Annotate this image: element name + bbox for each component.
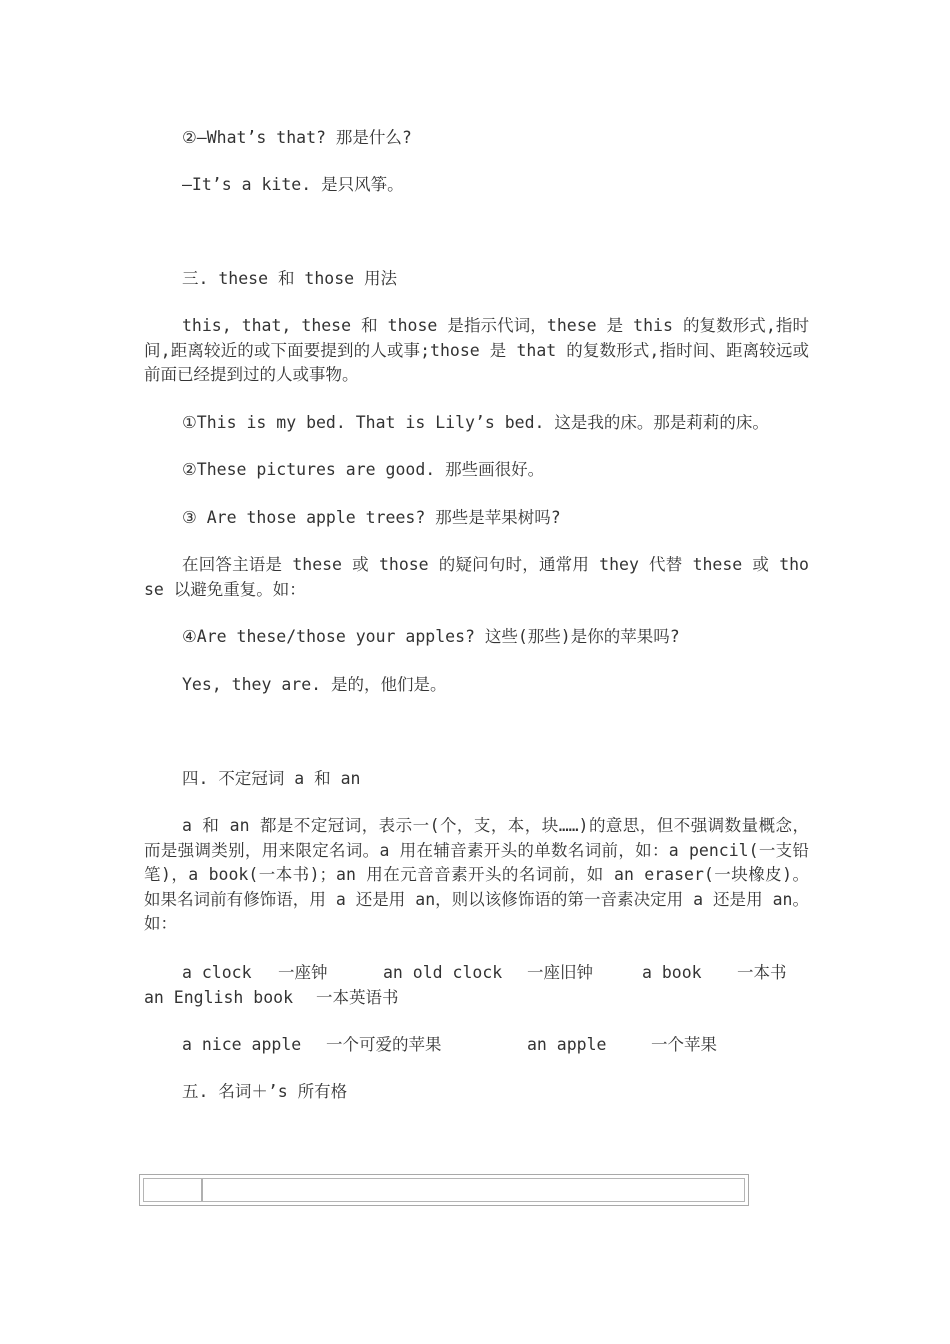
example-phrase: a nice apple xyxy=(182,1035,302,1054)
example-phrase: an English book xyxy=(144,988,294,1007)
section-5-heading: 五. 名词＋’s 所有格 xyxy=(182,1082,348,1101)
example-translation: 一座钟 xyxy=(278,963,328,982)
example-phrase: a book xyxy=(642,963,702,982)
example-its-a-kite: —It’s a kite. 是只风筝。 xyxy=(182,175,404,194)
example-phrase: an apple xyxy=(527,1035,607,1054)
section-3-paragraph: this, that, these 和 those 是指示代词，these 是 this 的复数形式,指时间,距离较近的或下面要提到的人或事;those 是 that 的复数形式,指时间、距离较远或前面已经提到过的人或事物。 xyxy=(144,316,809,384)
section-3-example-1: ①This is my bed. That is Lily’s bed. 这是我的床。那是莉莉的床。 xyxy=(182,413,769,432)
example-translation: 一个苹果 xyxy=(651,1035,717,1054)
example-whats-that: ②—What’s that? 那是什么? xyxy=(182,128,412,147)
section-3-paragraph-2: 在回答主语是 these 或 those 的疑问句时，通常用 they 代替 these 或 those 以避免重复。如： xyxy=(144,555,809,599)
section-3-example-2: ②These pictures are good. 那些画很好。 xyxy=(182,460,545,479)
example-translation: 一本书 xyxy=(737,963,787,982)
example-translation: 一座旧钟 xyxy=(527,963,593,982)
section-4-heading: 四. 不定冠词 a 和 an xyxy=(182,769,361,788)
example-phrase: an old clock xyxy=(383,963,503,982)
table-cell xyxy=(144,1179,203,1201)
section-4-paragraph: a 和 an 都是不定冠词，表示一(个，支，本，块……)的意思，但不强调数量概念，而是强调类别，用来限定名词。a 用在辅音素开头的单数名词前，如：a pencil(一支铅笔)，a book(一本书)；an 用在元音音素开头的名词前，如 an eraser(一块橡皮)。如果名词前有修饰语，用 a 还是用 an，则以该修饰语的第一音素决定用 a 还是用 an。如： xyxy=(144,816,809,933)
table-row xyxy=(143,1178,745,1202)
example-translation: 一个可爱的苹果 xyxy=(326,1035,442,1054)
example-translation: 一本英语书 xyxy=(316,988,399,1007)
empty-table xyxy=(139,1174,749,1206)
section-3-heading: 三. these 和 those 用法 xyxy=(182,269,398,288)
example-phrase: a clock xyxy=(182,963,252,982)
section-3-example-3: ③ Are those apple trees? 那些是苹果树吗? xyxy=(182,508,561,527)
section-3-example-5: Yes, they are. 是的，他们是。 xyxy=(182,675,447,694)
section-3-example-4: ④Are these/those your apples? 这些(那些)是你的苹果吗? xyxy=(182,627,680,646)
